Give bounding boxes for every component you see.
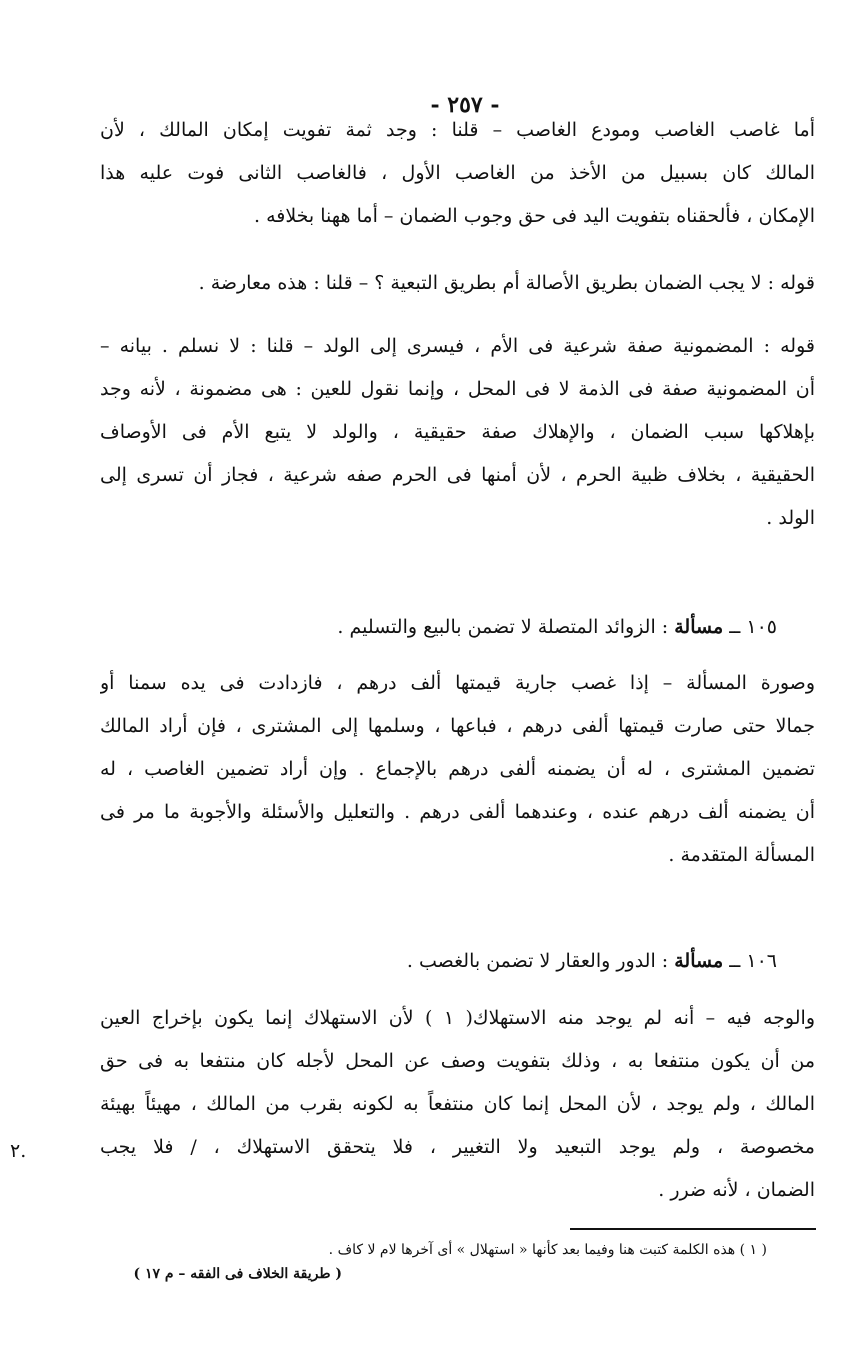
text-line: قوله : لا يجب الضمان بطريق الأصالة أم بطريق التبعية ؟ – قلنا : هذه معارضة . (198, 272, 815, 294)
footnote: ( ١ ) هذه الكلمة كتبت هنا وفيما بعد كأنها « استهلال » أى آخرها لام لا كاف . (328, 1242, 767, 1258)
paragraph-106 (100, 1003, 815, 1205)
margin-folio-mark: ٢. (10, 1140, 27, 1162)
section-heading-106 (407, 946, 777, 976)
paragraph-2 (100, 268, 815, 298)
text-line: مخصوصة ، ولم يوجد التبعيد ولا التغيير ، فلا يتحقق الاستهلاك ، / فلا يجب (100, 1136, 815, 1158)
text-line: المالك ، ولم يوجد ، لأن المحل إنما كان منتفعاً به لكونه بقرب من المالك ، مهيئاً بهيئة (100, 1093, 815, 1115)
section-label: مسألة (674, 950, 724, 972)
text-line: المالك كان بسبيل من الأخذ من الغاصب الأول ، فالغاصب الثانى فوت عليه هذا (100, 162, 815, 184)
text-line: جمالا حتى صارت قيمتها ألفى درهم ، فباعها ، وسلمها إلى المشترى ، فإن أراد المالك (100, 715, 815, 737)
section-number: ١٠٥ ــ (729, 616, 777, 638)
page-number: - ٢٥٧ - (430, 92, 500, 118)
footnote-divider (570, 1228, 816, 1230)
paragraph-1 (100, 115, 815, 231)
text-line: أن يضمنه ألف درهم عنده ، وعندهما ألفى درهم . والتعليل والأسئلة والأجوبة ما مر فى (100, 801, 815, 823)
text-line: تضمين المشترى ، له أن يضمنه ألفى درهم بالإجماع . وإن أراد تضمين الغاصب ، له (100, 758, 815, 780)
text-line: الحقيقية ، بخلاف ظبية الحرم ، لأن أمنها فى الحرم صفه شرعية ، فجاز أن تسرى إلى (100, 464, 815, 486)
section-number: ١٠٦ ــ (729, 950, 777, 972)
text-line: المسألة المتقدمة . (668, 844, 815, 866)
text-line: وصورة المسألة – إذا غصب جارية قيمتها ألف درهم ، فازدادت فى يده سمنا أو (100, 672, 815, 694)
text-line: أن المضمونية صفة فى الذمة لا فى المحل ، وإنما نقول للعين : هى مضمونة ، لأنه وجد (100, 378, 815, 400)
text-line: الولد . (766, 507, 815, 529)
text-line: الإمكان ، فألحقناه بتفويت اليد فى حق وجوب الضمان – أما ههنا بخلافه . (253, 205, 815, 227)
section-heading-105 (337, 612, 777, 642)
section-title: : الدور والعقار لا تضمن بالغصب . (406, 950, 669, 972)
section-title: : الزوائد المتصلة لا تضمن بالبيع والتسليم . (337, 616, 669, 638)
text-line: قوله : المضمونية صفة شرعية فى الأم ، فيسرى إلى الولد – قلنا : لا نسلم . بيانه – (100, 335, 815, 357)
section-label: مسألة (674, 616, 724, 638)
text-line: الضمان ، لأنه ضرر . (658, 1179, 815, 1201)
text-line: من أن يكون منتفعا به ، وذلك بتفويت وصف عن المحل لأجله كان منتفعا به فى حق (100, 1050, 815, 1072)
text-line: والوجه فيه – أنه لم يوجد منه الاستهلاك( ١ ) لأن الاستهلاك إنما يكون بإخراج العين (100, 1007, 815, 1029)
text-line: بإهلاكها سبب الضمان ، والإهلاك صفة حقيقية ، والولد لا يتبع الأم فى الأوصاف (100, 421, 815, 443)
text-line: أما غاصب الغاصب ومودع الغاصب – قلنا : وجد ثمة تفويت إمكان المالك ، لأن (100, 119, 815, 141)
book-footer: ( طريقة الخلاف فى الفقه – م ١٧ ) (133, 1266, 342, 1282)
paragraph-3 (100, 331, 815, 533)
paragraph-105 (100, 668, 815, 870)
